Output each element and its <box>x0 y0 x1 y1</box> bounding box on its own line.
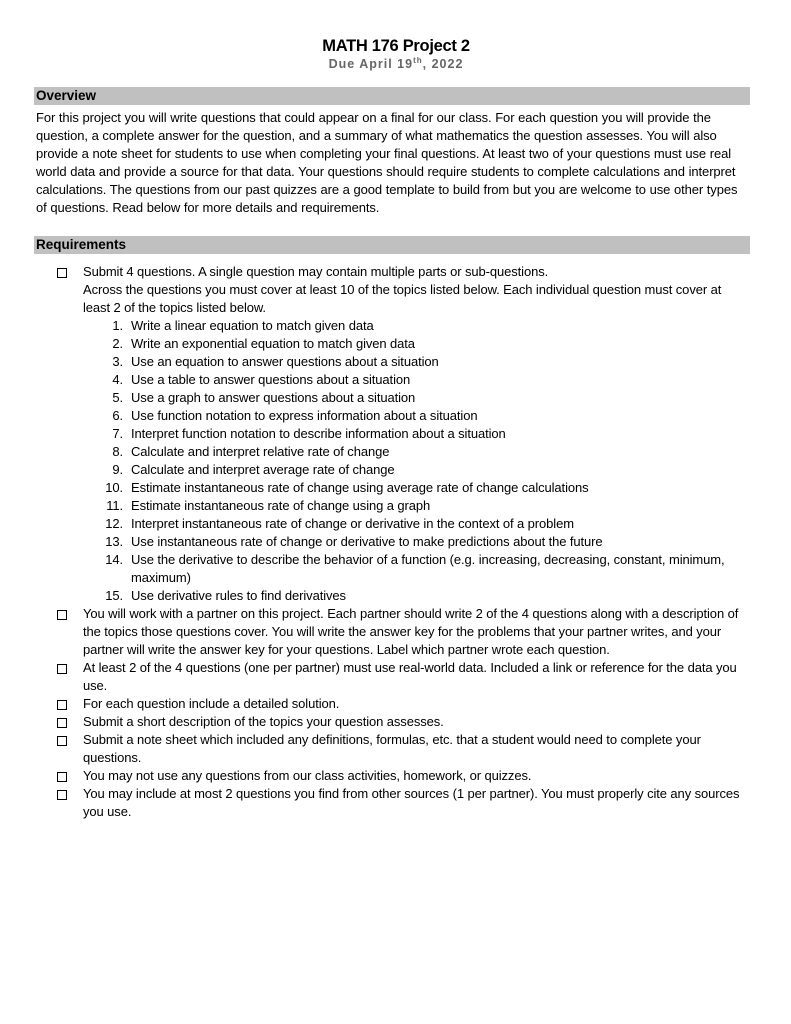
overview-heading: Overview <box>34 87 750 105</box>
checkbox-icon[interactable] <box>57 790 67 800</box>
topic-item <box>83 317 744 335</box>
topic-item <box>83 389 744 407</box>
topic-item <box>83 461 744 479</box>
due-year: , 2022 <box>422 57 464 71</box>
topic-number: 8. <box>112 444 123 459</box>
checklist-item <box>34 659 750 695</box>
topic-text: Use instantaneous rate of change or derivative to make predictions about the future <box>131 534 603 549</box>
topic-number: 9. <box>112 462 123 477</box>
topic-number: 6. <box>112 408 123 423</box>
topics-list <box>83 317 744 605</box>
checklist-item-text: You may not use any questions from our class activities, homework, or quizzes. <box>83 768 532 783</box>
topic-item <box>83 353 744 371</box>
topic-text: Estimate instantaneous rate of change using a graph <box>131 498 431 513</box>
topic-text: Calculate and interpret relative rate of change <box>131 444 390 459</box>
checklist-item-text: You will work with a partner on this project. Each partner should write 2 of the 4 questions along with a description of the topics those questions cover. You will write the answer key for the problems that your partner writes, and your partner will write the answer key for your questions. Label which partner wrote each question. <box>83 606 739 657</box>
page-title: MATH 176 Project 2 <box>322 37 470 55</box>
requirements-checklist <box>34 263 750 821</box>
topic-item <box>83 497 744 515</box>
due-date <box>42 56 750 72</box>
topic-text: Write a linear equation to match given data <box>131 318 374 333</box>
topic-number: 4. <box>112 372 123 387</box>
checklist-item <box>34 695 750 713</box>
due-prefix: Due April 19 <box>328 57 414 71</box>
topic-text: Calculate and interpret average rate of change <box>131 462 395 477</box>
checklist-item <box>34 605 750 659</box>
checkbox-icon[interactable] <box>57 610 67 620</box>
checkbox-icon[interactable] <box>57 718 67 728</box>
requirements-heading: Requirements <box>34 236 750 254</box>
topic-number: 1. <box>112 318 123 333</box>
checklist-item <box>34 713 750 731</box>
overview-paragraph: For this project you will write questions that could appear on a final for our class. For each question you will provide the question, a complete answer for the question, and a summary of what mathematics the question assesses. You will also provide a note sheet for students to use when completing your final questions. At least two of your questions must use real world data and provide a source for that data. Your questions should require students to complete calculations and interpret calculations. The questions from our past quizzes are a good template to build from but you are welcome to use other types of questions. Read below for more details and requirements. <box>36 110 738 215</box>
checklist-item <box>34 263 750 605</box>
topic-number: 13. <box>105 534 123 549</box>
checklist-item <box>34 785 750 821</box>
topic-item <box>83 335 744 353</box>
topic-text: Use an equation to answer questions about a situation <box>131 354 439 369</box>
topic-number: 12. <box>105 516 123 531</box>
topic-number: 7. <box>112 426 123 441</box>
topic-item <box>83 551 744 587</box>
checkbox-icon[interactable] <box>57 268 67 278</box>
checkbox-icon[interactable] <box>57 700 67 710</box>
topic-number: 15. <box>105 588 123 603</box>
topic-text: Write an exponential equation to match given data <box>131 336 415 351</box>
topic-number: 14. <box>105 552 123 567</box>
checklist-item-text: Submit a short description of the topics your question assesses. <box>83 714 444 729</box>
topic-item <box>83 407 744 425</box>
topic-text: Interpret function notation to describe information about a situation <box>131 426 506 441</box>
topic-item <box>83 443 744 461</box>
topic-number: 3. <box>112 354 123 369</box>
document-page <box>34 36 750 821</box>
checkbox-icon[interactable] <box>57 736 67 746</box>
topic-number: 11. <box>106 498 123 513</box>
topic-number: 10. <box>105 480 123 495</box>
topic-item <box>83 371 744 389</box>
topic-text: Use function notation to express information about a situation <box>131 408 478 423</box>
checklist-item-text: At least 2 of the 4 questions (one per partner) must use real-world data. Included a link or reference for the data you use. <box>83 660 737 693</box>
topic-item <box>83 479 744 497</box>
topic-item <box>83 515 744 533</box>
topic-number: 2. <box>112 336 123 351</box>
checkbox-icon[interactable] <box>57 772 67 782</box>
topic-text: Use derivative rules to find derivatives <box>131 588 346 603</box>
topic-item <box>83 533 744 551</box>
topic-item <box>83 425 744 443</box>
checklist-item <box>34 731 750 767</box>
topic-text: Interpret instantaneous rate of change or derivative in the context of a problem <box>131 516 574 531</box>
checklist-item-text: For each question include a detailed solution. <box>83 696 340 711</box>
checklist-item-subtext: Across the questions you must cover at least 10 of the topics listed below. Each individual question must cover at least 2 of the topics listed below. <box>83 282 722 315</box>
topic-text: Use a table to answer questions about a situation <box>131 372 411 387</box>
checklist-item-text: Submit a note sheet which included any definitions, formulas, etc. that a student would need to complete your questions. <box>83 732 701 765</box>
checklist-item <box>34 767 750 785</box>
topic-text: Use a graph to answer questions about a situation <box>131 390 416 405</box>
topic-text: Estimate instantaneous rate of change using average rate of change calculations <box>131 480 589 495</box>
checkbox-icon[interactable] <box>57 664 67 674</box>
checklist-item-text: Submit 4 questions. A single question may contain multiple parts or sub-questions. <box>83 264 549 279</box>
topic-number: 5. <box>112 390 123 405</box>
due-ordinal-suffix: th <box>413 55 423 65</box>
checklist-item-text: You may include at most 2 questions you find from other sources (1 per partner). You must properly cite any sources you use. <box>83 786 740 819</box>
topic-text: Use the derivative to describe the behavior of a function (e.g. increasing, decreasing, constant, minimum, maximum) <box>131 552 725 585</box>
topic-item <box>83 587 744 605</box>
